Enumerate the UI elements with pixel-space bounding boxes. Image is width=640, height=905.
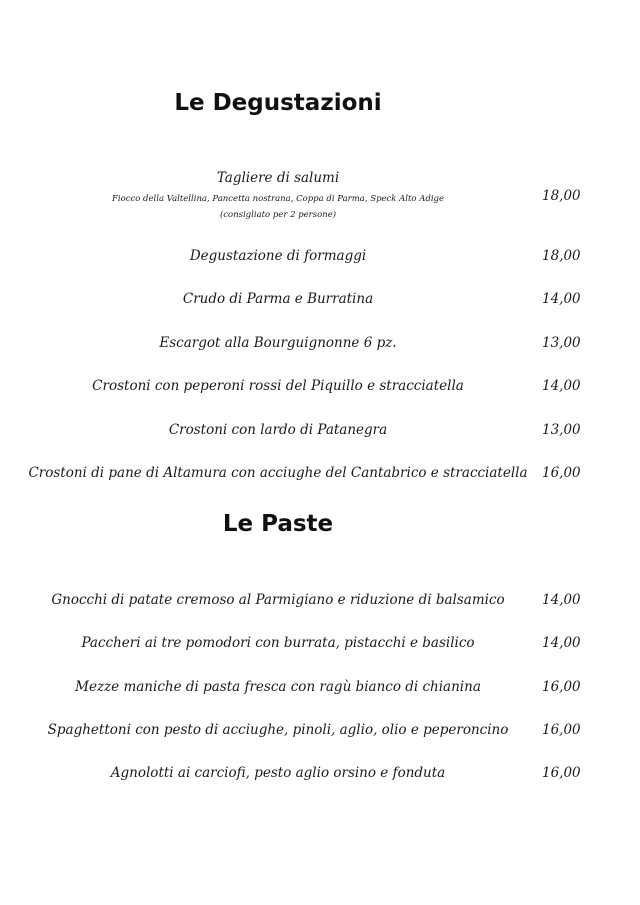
item-name: Crostoni con lardo di Patanegra xyxy=(168,422,388,438)
section-title-paste: Le Paste xyxy=(222,511,334,537)
item-name: Crudo di Parma e Burratina xyxy=(182,291,374,307)
item-name: Tagliere di salumi xyxy=(216,170,340,186)
item-name: Mezze maniche di pasta fresca con ragù bianco di chianina xyxy=(75,679,481,695)
item-name: Gnocchi di patate cremoso al Parmigiano e riduzione di balsamico xyxy=(51,592,505,608)
item-price: 18,00 xyxy=(542,188,581,204)
item-name: Agnolotti ai carciofi, pesto aglio orsino e fonduta xyxy=(110,765,446,781)
item-description-note: (consigliato per 2 persone) xyxy=(219,210,337,220)
item-price: 14,00 xyxy=(542,635,581,651)
item-description: Fiocco della Valtellina, Pancetta nostrana, Coppa di Parma, Speck Alto Adige xyxy=(111,194,445,204)
item-name: Paccheri ai tre pomodori con burrata, pistacchi e basilico xyxy=(81,635,475,651)
section-title-degustazioni: Le Degustazioni xyxy=(174,90,382,116)
item-name: Degustazione di formaggi xyxy=(189,248,367,264)
item-name: Spaghettoni con pesto di acciughe, pinoli, aglio, olio e peperoncino xyxy=(47,722,509,738)
item-price: 14,00 xyxy=(542,592,581,608)
item-name: Escargot alla Bourguignonne 6 pz. xyxy=(159,335,397,351)
item-price: 16,00 xyxy=(542,679,581,695)
item-price: 16,00 xyxy=(542,722,581,738)
item-price: 18,00 xyxy=(542,248,581,264)
item-price: 14,00 xyxy=(542,291,581,307)
item-price: 16,00 xyxy=(542,465,581,481)
item-price: 16,00 xyxy=(542,765,581,781)
item-price: 14,00 xyxy=(542,378,581,394)
item-name: Crostoni di pane di Altamura con acciughe del Cantabrico e stracciatella xyxy=(28,465,528,481)
item-name: Crostoni con peperoni rossi del Piquillo e stracciatella xyxy=(92,378,464,394)
item-price: 13,00 xyxy=(542,422,581,438)
item-price: 13,00 xyxy=(542,335,581,351)
